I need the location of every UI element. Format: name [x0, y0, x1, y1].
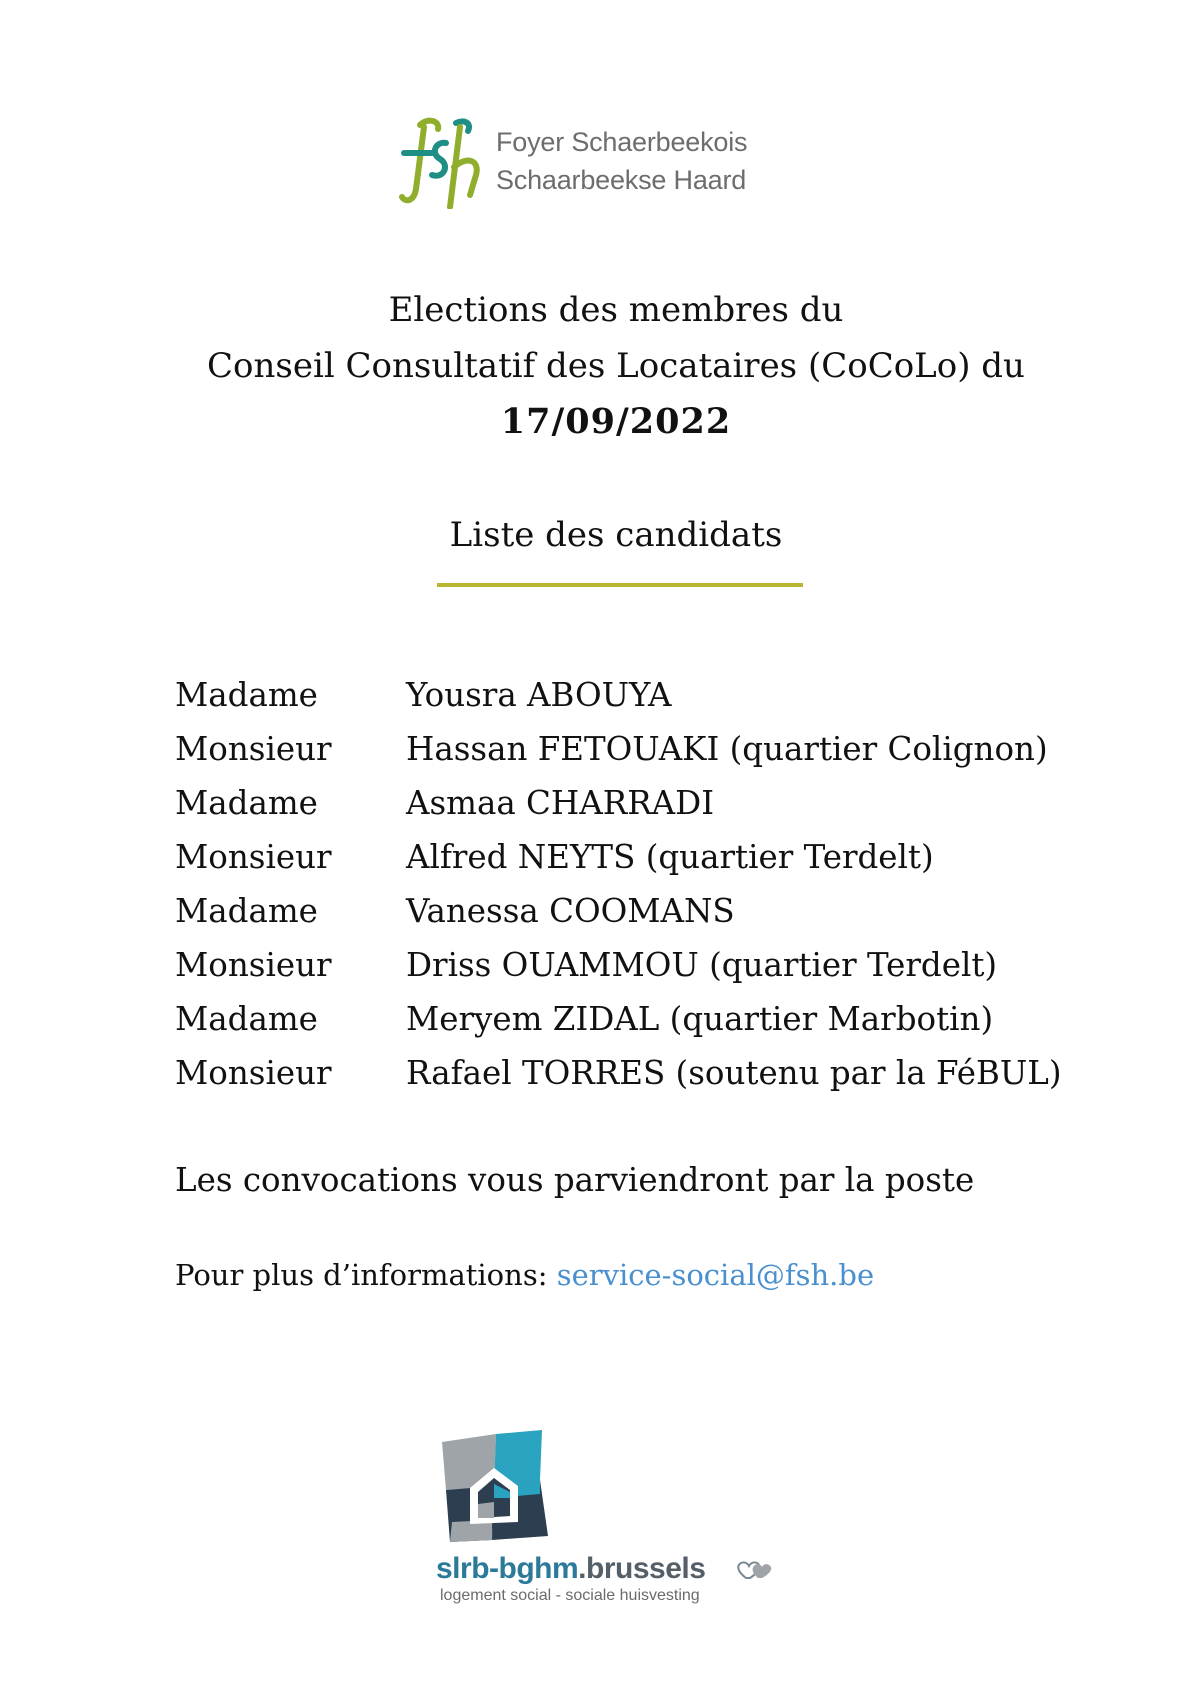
candidate-name: Alfred NEYTS (quartier Terdelt) — [406, 838, 934, 876]
fsh-name — [496, 123, 747, 199]
list-title: Liste des candidats — [449, 515, 783, 555]
candidate-name: Hassan FETOUAKI (quartier Colignon) — [406, 730, 1048, 768]
candidate-title: Madame — [175, 784, 318, 822]
candidate-row — [175, 1046, 1075, 1100]
fsh-name-nl: Schaarbeekse Haard — [496, 165, 747, 195]
candidate-name: Driss OUAMMOU (quartier Terdelt) — [406, 946, 998, 984]
heading-line-1: Elections des membres du — [388, 290, 844, 330]
candidate-title: Madame — [175, 676, 318, 714]
candidate-title: Monsieur — [175, 730, 332, 768]
slrb-wordmark-main: slrb-bghm — [436, 1552, 579, 1585]
candidate-title: Monsieur — [175, 1054, 332, 1092]
slrb-tagline: logement social - sociale huisvesting — [440, 1587, 700, 1604]
page-heading — [0, 282, 1200, 450]
candidate-title: Madame — [175, 1000, 318, 1038]
fsh-name-fr: Foyer Schaerbeekois — [496, 127, 748, 157]
contact-email-link[interactable]: service-social@fsh.be — [556, 1258, 875, 1292]
fsh-logo — [398, 117, 748, 209]
candidate-row — [175, 884, 1075, 938]
fsh-monogram-icon — [398, 117, 482, 209]
candidate-row — [175, 992, 1075, 1046]
contact-label: Pour plus d’informations: — [175, 1258, 557, 1292]
house-logo-icon — [436, 1428, 552, 1546]
hearts-icon — [736, 1556, 776, 1582]
candidate-row — [175, 722, 1075, 776]
candidate-row — [175, 668, 1075, 722]
slrb-wordmark — [436, 1552, 705, 1586]
slrb-logo — [436, 1428, 776, 1608]
candidate-title: Madame — [175, 892, 318, 930]
contact-line — [175, 1253, 874, 1297]
candidate-row — [175, 938, 1075, 992]
candidate-title: Monsieur — [175, 838, 332, 876]
convocation-note: Les convocations vous parviendront par la poste — [175, 1161, 975, 1199]
election-date: 17/09/2022 — [500, 401, 732, 442]
candidate-name: Vanessa COOMANS — [406, 892, 735, 930]
candidate-list — [175, 668, 1075, 1100]
title-underline — [437, 583, 803, 587]
candidate-row — [175, 776, 1075, 830]
candidate-name: Rafael TORRES (soutenu par la FéBUL) — [406, 1054, 1062, 1092]
candidate-name: Meryem ZIDAL (quartier Marbotin) — [406, 1000, 994, 1038]
candidate-name: Asmaa CHARRADI — [406, 784, 715, 822]
slrb-wordmark-domain: .brussels — [578, 1552, 706, 1585]
candidate-row — [175, 830, 1075, 884]
candidate-title: Monsieur — [175, 946, 332, 984]
candidate-name: Yousra ABOUYA — [406, 676, 672, 714]
heading-line-2: Conseil Consultatif des Locataires (CoCoLo) du — [207, 346, 1025, 386]
